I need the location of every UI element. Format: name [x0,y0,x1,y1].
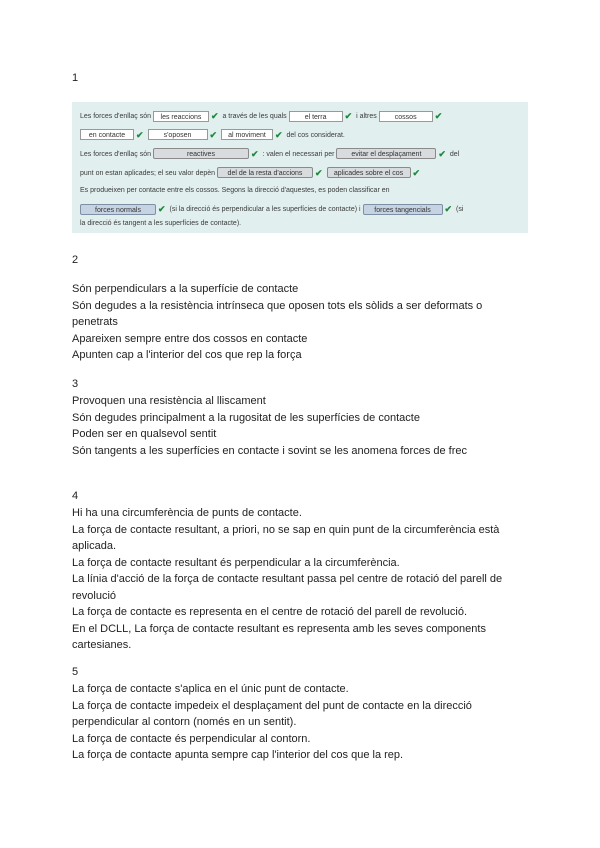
quiz-text: (si [456,206,464,214]
quiz-text: a través de les quals [222,112,287,120]
quiz-row-7 [80,219,520,229]
check-icon: ✔ [412,167,421,178]
check-icon: ✔ [136,129,144,140]
answer-select-aplicades[interactable]: aplicades sobre el cos [327,167,411,178]
answer-line: Són tangents a les superfícies en contacte i sovint se les anomena forces de frec [72,444,468,457]
answer-field-al-moviment[interactable]: al moviment [221,129,273,140]
answer-field-soposen[interactable]: s'oposen [148,129,208,140]
answer-line: Hi ha una circumferència de punts de contacte. [72,507,302,519]
answer-field-en-contacte[interactable]: en contacte [80,129,134,140]
answer-line: revolució [72,589,117,602]
answer-drop-normals[interactable]: forces normals [80,204,156,215]
quiz-row-3 [80,145,520,164]
quiz-row-2 [80,126,520,145]
check-icon: ✔ [444,204,453,215]
answer-list-2 [72,281,532,364]
answer-line: La força de contacte apunta sempre cap l'interior del cos que la rep. [72,749,404,761]
answer-line: La força de contacte es representa en el centre de rotació del parell de revolució. [72,606,468,618]
quiz-text: Les forces d'enllaç són [80,112,151,120]
answer-line: Són degudes principalment a la rugositat de les superfícies de contacte [72,411,420,424]
quiz-text: : valen el necessari per [262,150,335,158]
check-icon: ✔ [250,148,259,159]
answer-select-reactives[interactable]: reactives [153,148,249,159]
question-number-3: 3 [72,378,79,390]
answer-line: aplicada. [72,540,117,552]
check-icon: ✔ [210,111,219,121]
answer-select-resta[interactable]: del de la resta d'accions [217,167,313,178]
quiz-row-1 [80,107,520,126]
question-number-5: 5 [72,666,79,678]
quiz-text: punt on estan aplicades; el seu valor depèn [80,169,216,177]
answer-line: La línia d'acció de la força de contacte resultant passa pel centre de rotació del parell de [72,573,503,585]
quiz-row-6 [80,200,520,219]
check-icon: ✔ [438,148,446,159]
answer-line: La força de contacte és perpendicular al contorn. [72,732,311,745]
answer-line: cartesianes. [72,639,132,651]
check-icon: ✔ [434,111,443,121]
answer-line: Apunten cap a l'interior del cos que rep la força [72,349,302,361]
quiz-text: Es produeixen per contacte entre els cossos. Segons la direcció d'aquestes, es poden classificar en [80,187,390,195]
answer-select-evitar[interactable]: evitar el desplaçament [336,148,436,159]
question-number-4: 4 [72,490,79,502]
check-icon: ✔ [315,167,323,178]
check-icon: ✔ [344,111,353,121]
answer-line: Apareixen sempre entre dos cossos en contacte [72,332,308,345]
answer-line: La força de contacte s'aplica en el únic punt de contacte. [72,683,349,695]
check-icon: ✔ [209,129,218,140]
quiz-text: del [449,150,460,158]
answer-line: penetrats [72,316,118,328]
quiz-panel-1 [72,102,528,233]
answer-line: La força de contacte resultant, a priori, no se sap en quin punt de la circumferència està [72,523,500,536]
answer-line: Provoquen una resistència al lliscament [72,395,266,407]
quiz-row-5 [80,182,520,200]
question-number-1: 1 [72,72,79,84]
quiz-text: (si la direcció és perpendicular a les superfícies de contacte) i [169,206,361,214]
answer-list-4 [72,505,532,654]
answer-line: Són perpendiculars a la superfície de contacte [72,283,299,295]
answer-line: En el DCLL, La força de contacte resultant es representa amb les seves components [72,622,486,635]
answer-line: Poden ser en qualsevol sentit [72,428,217,440]
answer-field-el-terra[interactable]: el terra [289,111,343,122]
answer-line: La força de contacte resultant és perpendicular a la circumferència. [72,556,400,569]
answer-line: perpendicular al contorn (només en un sentit). [72,716,297,728]
answer-field-cossos[interactable]: cossos [379,111,433,122]
quiz-text: i altres [356,112,377,120]
answer-list-5 [72,681,532,764]
quiz-text: Les forces d'enllaç són [80,150,151,158]
quiz-text: del cos considerat. [286,131,345,139]
check-icon: ✔ [275,129,283,140]
quiz-text: la direcció és tangent a les superfícies de contacte). [80,220,242,228]
answer-line: La força de contacte impedeix el desplaçament del punt de contacte en la direcció [72,699,472,712]
check-icon: ✔ [158,204,166,215]
answer-field-reaccions[interactable]: les reaccions [153,111,209,122]
question-number-2: 2 [72,254,79,266]
answer-list-3 [72,393,532,459]
quiz-row-4 [80,164,520,183]
answer-drop-tangencials[interactable]: forces tangencials [363,204,443,215]
answer-line: Són degudes a la resistència intrínseca que oposen tots els sòlids a ser deformats o [72,299,483,312]
